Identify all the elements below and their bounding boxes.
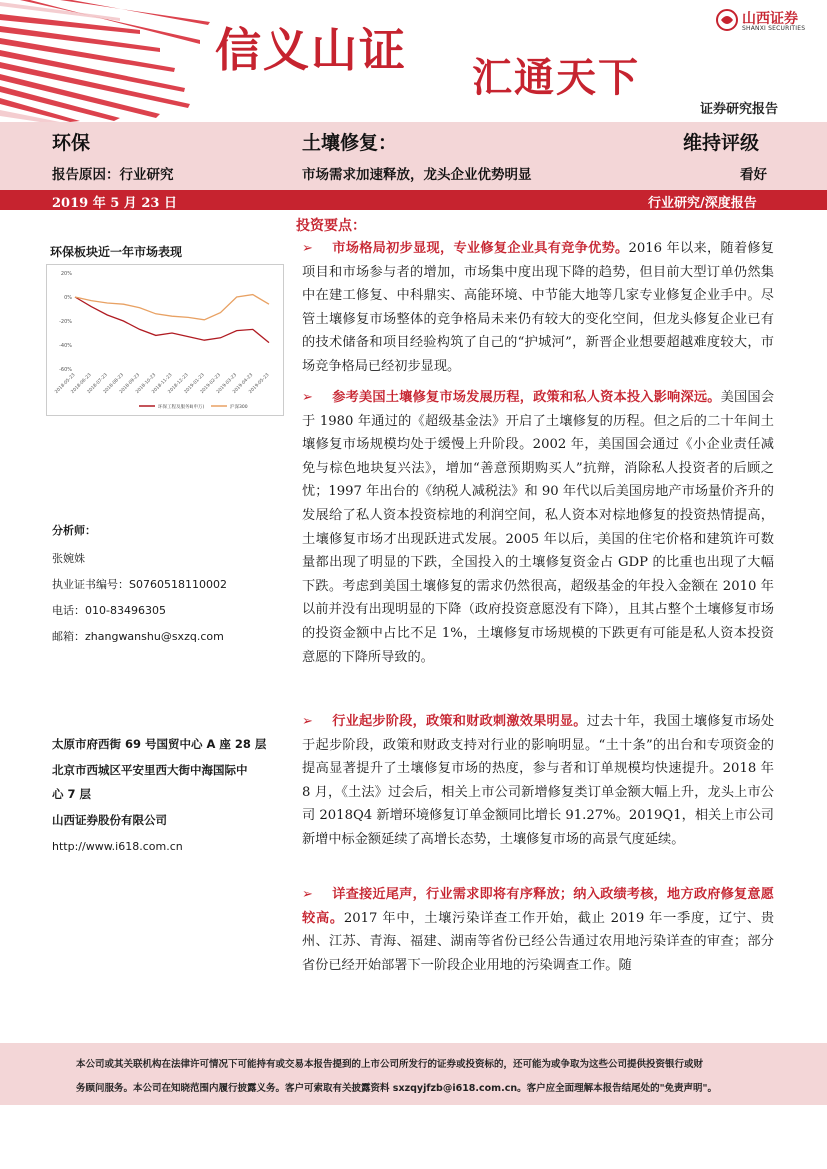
- key-point-lead: 行业起步阶段，政策和财政刺激效果明显。: [332, 714, 587, 729]
- legend-label: 环保工程及服务Ⅱ(申万): [158, 405, 205, 410]
- report-title: 土壤修复：: [302, 132, 398, 154]
- bullet-arrow-icon: ➢: [302, 887, 314, 902]
- company-name: 山西证券股份有限公司: [52, 813, 167, 827]
- key-point-4: [302, 883, 774, 977]
- report-type-label: 证券研究报告: [700, 102, 779, 117]
- report-banner: [0, 0, 827, 122]
- shanxi-securities-logo-icon: [716, 9, 738, 31]
- key-point-body: 2016 年以来，随着修复项目和市场参与者的增加，市场集中度出现下降的趋势，但目前大型订单仍然集中在建工修复、中科鼎实、高能环境、中节能大地等几家专业修复企业手中。尽管土壤修复市场整体的竞争格局未来仍有较大的变化空间，但龙头修复企业已有的技术储备和项目经验构筑了自己的“护城河”，新晋企业想要超越难度较大，市场竞争格局已经初步显现。: [302, 241, 774, 374]
- analyst-heading: 分析师：: [52, 524, 96, 537]
- key-point-lead: 市场格局初步显现，专业修复企业具有竞争优势。: [332, 241, 629, 256]
- industry-label: 环保: [52, 132, 91, 154]
- key-points-title: 投资要点：: [296, 218, 366, 234]
- legend-label: 沪深300: [230, 405, 248, 410]
- analyst-phone: 电话：010-83496305: [52, 604, 166, 617]
- outlook-label: 看好: [740, 167, 767, 183]
- key-point-1: [302, 237, 774, 379]
- disclaimer-line-1: 本公司或其关联机构在法律许可情况下可能持有或交易本报告提到的上市公司所发行的证券或投资标的，还可能为或争取为这些公司提供投资银行或财: [76, 1059, 704, 1070]
- y-tick-label: -20%: [59, 319, 72, 325]
- key-point-body: 美国国会于 1980 年通过的《超级基金法》开启了土壤修复的历程。但之后的二十年间土壤修复市场规模均处于缓慢上升阶段。2002 年，美国国会通过《小企业责任减免与棕色地块复兴法》，增加“善意预期购买人”抗辩，消除私人投资者的后顾之忧；1997 年出台的《纳税人减税法》和 90 年代以后美国房地产市场量价齐升的发展给了私人资本投资棕地的利润空间，私人资本对棕地修复的投资热情提高，土壤修复市场才出现跃进式发展。2005 年以后，美国的住宅价格和建筑许可数量都出现了明显的下跌，全国投入的土壤修复资金占 GDP 的比重也出现了大幅下跌。考虑到美国土壤修复的需求仍然很高，超级基金的年投入金额在 2010 年以前并没有出现明显的下降（政府投资意愿没有下降），且其占整个土壤修复市场的投资金额中占比不足 1%，土壤修复市场规模的下跌更有可能是私人资本投资意愿的下降所导致的。: [302, 390, 775, 665]
- series-line-0: [75, 297, 269, 343]
- x-tick-label: 2019-05-23: [248, 372, 271, 395]
- market-performance-chart: [46, 264, 284, 416]
- analyst-email[interactable]: 邮箱：zhangwanshu@sxzq.com: [52, 630, 224, 643]
- x-tick-label: 2018-06-23: [70, 372, 93, 395]
- bullet-arrow-icon: ➢: [302, 714, 314, 729]
- x-tick-label: 2018-08-23: [102, 372, 125, 395]
- disclaimer-footer: [0, 1043, 827, 1105]
- address-beijing: 北京市西城区平安里西大街中海国际中: [52, 763, 248, 777]
- x-tick-label: 2019-01-23: [183, 372, 206, 395]
- x-tick-label: 2019-02-23: [199, 372, 222, 395]
- x-tick-label: 2019-04-23: [232, 372, 255, 395]
- report-reason: 报告原因：行业研究: [52, 167, 174, 183]
- series-line-1: [75, 295, 269, 320]
- report-subtitle: 市场需求加速释放，龙头企业优势明显: [302, 167, 532, 183]
- address-beijing-cont: 心 7 层: [52, 787, 92, 801]
- disclaimer-line-2: 务顾问服务。本公司在知晓范围内履行披露义务。客户可索取有关披露资料 sxzqyjfzb@i618.com.cn。客户应全面理解本报告结尾处的"免责声明"。: [76, 1083, 717, 1094]
- brand-name: 山西证券: [742, 11, 798, 27]
- report-date: 2019 年 5 月 23 日: [52, 196, 177, 211]
- x-tick-label: 2018-11-23: [151, 372, 174, 395]
- y-tick-label: 20%: [60, 271, 72, 277]
- report-category: 行业研究/深度报告: [648, 196, 757, 211]
- slogan-left: 信义山证: [215, 23, 407, 77]
- chart-svg: [47, 265, 283, 415]
- analyst-name: 张婉姝: [52, 552, 85, 565]
- chart-title: 环保板块近一年市场表现: [50, 245, 183, 259]
- key-point-lead: 详查接近尾声，行业需求即将有序释放；纳入政绩考核，地方政府修复意愿较高。: [302, 887, 774, 926]
- date-bar: [0, 190, 827, 210]
- brand-name-en: SHANXI SECURITIES: [742, 25, 806, 32]
- x-tick-label: 2019-03-23: [216, 372, 239, 395]
- x-tick-label: 2018-12-23: [167, 372, 190, 395]
- bullet-arrow-icon: ➢: [302, 241, 314, 256]
- x-tick-label: 2018-10-23: [135, 372, 158, 395]
- key-point-body: 2017 年中，土壤污染详查工作开始，截止 2019 年一季度，辽宁、贵州、江苏、青海、福建、湖南等省份已经公告通过农用地污染详查的审查；部分省份已经开始部署下一阶段企业用地的污染调查工作。随: [302, 910, 775, 973]
- x-tick-label: 2018-09-23: [119, 372, 142, 395]
- key-point-2: [302, 386, 774, 669]
- x-tick-label: 2018-05-23: [54, 372, 77, 395]
- key-point-lead: 参考美国土壤修复市场发展历程，政策和私人资本投入影响深远。: [332, 390, 721, 405]
- slogan-right: 汇通天下: [472, 55, 640, 101]
- header-band: [0, 122, 827, 190]
- y-tick-label: -60%: [59, 367, 72, 373]
- key-point-body: 过去十年，我国土壤修复市场处于起步阶段，政策和财政支持对行业的影响明显。“土十条”的出台和专项资金的提高显著提升了土壤修复市场的热度，参与者和订单规模均快速提升。2018 年 8 月，《土法》过会后，相关上市公司新增修复类订单金额大幅上升，龙头上市公司 2018Q4 新增环境修复订单金额同比增长 91.27%。2019Q1，相关上市公司新增中标金额延续了高增长态势，土壤修复市场的高景气度延续。: [302, 714, 775, 847]
- bullet-arrow-icon: ➢: [302, 390, 314, 405]
- x-tick-label: 2018-07-23: [86, 372, 109, 395]
- rating-label: 维持评级: [683, 132, 760, 154]
- key-point-3: [302, 710, 774, 852]
- y-tick-label: 0%: [64, 295, 72, 301]
- y-tick-label: -40%: [59, 343, 72, 349]
- analyst-cert: 执业证书编号：S0760518110002: [52, 578, 227, 591]
- company-url[interactable]: http://www.i618.com.cn: [52, 840, 183, 853]
- address-taiyuan: 太原市府西街 69 号国贸中心 A 座 28 层: [52, 737, 267, 751]
